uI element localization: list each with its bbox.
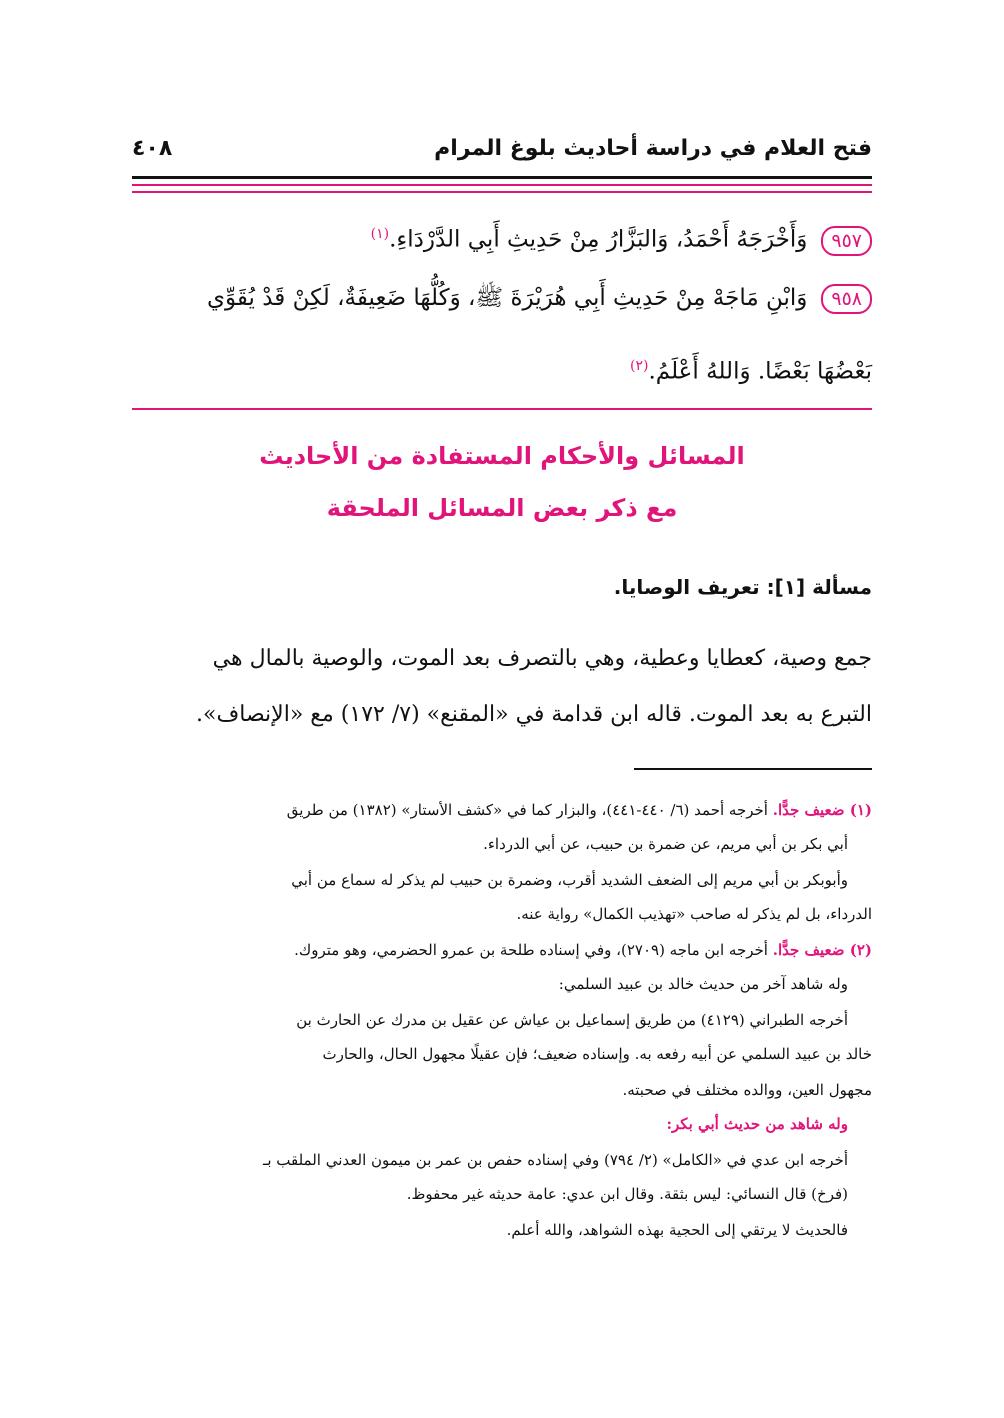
- body-line-2: التبرع به بعد الموت. قاله ابن قدامة في «المقنع» (٧/ ١٧٢) مع «الإنصاف».: [196, 702, 872, 727]
- section-subheading: مع ذكر بعض المسائل الملحقة: [326, 494, 678, 522]
- question-label: مسألة [١]:: [766, 575, 872, 599]
- running-header: [132, 128, 872, 168]
- question-title: [132, 575, 872, 599]
- footnote-2-line-2: وله شاهد آخر من حديث خالد بن عبيد السلمي:: [558, 975, 848, 993]
- footnote-label: (٢) ضعيف جدًّا.: [772, 941, 872, 959]
- footnote-text: أخرجه ابن ماجه (٢٧٠٩)، وفي إسناده طلحة بن عمرو الحضرمي، وهو متروك.: [294, 941, 768, 959]
- hadith-957: [132, 214, 872, 260]
- footnote-2-line-1: [132, 934, 872, 966]
- hadith-number-badge: ٩٥٨: [821, 284, 872, 314]
- footnote-label: (١) ضعيف جدًّا.: [772, 801, 872, 819]
- footnote-1-line-2: أبي بكر بن أبي مريم، عن ضمرة بن حبيب، عن أبي الدرداء.: [483, 835, 848, 853]
- hadith-text: وَأَخْرَجَهُ أَحْمَدُ، وَالبَزَّارُ مِنْ حَدِيثِ أَبِي الدَّرْدَاءِ.: [389, 226, 808, 253]
- footnote-text: أخرجه أحمد (٦/ ٤٤٠-٤٤١)، والبزار كما في «كشف الأستار» (١٣٨٢) من طريق: [286, 801, 768, 819]
- footnote-2-line-7: (فرخ) قال النسائي: ليس بثقة. وقال ابن عدي: عامة حديثه غير محفوظ.: [406, 1185, 848, 1203]
- hadith-958-line1: [132, 278, 872, 318]
- book-title: فتح العلام في دراسة أحاديث بلوغ المرام: [434, 135, 872, 161]
- hadith-text: بَعْضُهَا بَعْضًا. وَاللهُ أَعْلَمُ.: [648, 358, 872, 385]
- hadith-text: وَابْنِ مَاجَهْ مِنْ حَدِيثِ أَبِي هُرَيْرَةَ ﷺ، وَكُلُّهَا ضَعِيفَةٌ، لَكِنْ قَدْ يُقَوِّي: [206, 285, 808, 311]
- header-rule-black: [132, 176, 872, 179]
- footnote-1-line-4: الدرداء، بل لم يذكر له صاحب «تهذيب الكمال» رواية عنه.: [516, 905, 872, 923]
- footnote-1-line-1: [132, 794, 872, 826]
- footnote-ref: (١): [370, 226, 390, 242]
- header-rule-pink-1: [132, 184, 872, 186]
- footnote-2-line-4: خالد بن عبيد السلمي عن أبيه رفعه به. وإسناده ضعيف؛ فإن عقيلًا مجهول الحال، والحارث: [322, 1045, 872, 1063]
- body-line-1: جمع وصية، كعطايا وعطية، وهي بالتصرف بعد الموت، والوصية بالمال هي: [212, 646, 872, 671]
- footnote-ref: (٢): [629, 358, 649, 374]
- page-number: ٤٠٨: [132, 135, 173, 161]
- footnote-2-subheading: وله شاهد من حديث أبي بكر:: [666, 1115, 848, 1133]
- hadith-number-badge: ٩٥٧: [821, 226, 872, 256]
- hadith-958-line2: [132, 346, 872, 392]
- footnote-2-line-3: أخرجه الطبراني (٤١٢٩) من طريق إسماعيل بن عياش عن عقيل بن مدرك عن الحارث بن: [296, 1011, 848, 1029]
- footnote-separator: [634, 768, 872, 770]
- section-heading: المسائل والأحكام المستفادة من الأحاديث: [259, 442, 745, 470]
- footnote-1-line-3: وأبوبكر بن أبي مريم إلى الضعف الشديد أقرب، وضمرة بن حبيب لم يذكر له سماع من أبي: [291, 871, 848, 889]
- section-divider: [132, 408, 872, 410]
- footnote-2-line-8: فالحديث لا يرتقي إلى الحجية بهذه الشواهد، والله أعلم.: [506, 1221, 848, 1239]
- question-heading: تعريف الوصايا.: [613, 575, 760, 599]
- header-rule-pink-2: [132, 191, 872, 193]
- footnote-2-line-5: مجهول العين، ووالده مختلف في صحبته.: [622, 1081, 872, 1099]
- footnote-2-line-6: أخرجه ابن عدي في «الكامل» (٢/ ٧٩٤) وفي إسناده حفص بن عمر بن ميمون العدني الملقب بـ: [262, 1151, 848, 1169]
